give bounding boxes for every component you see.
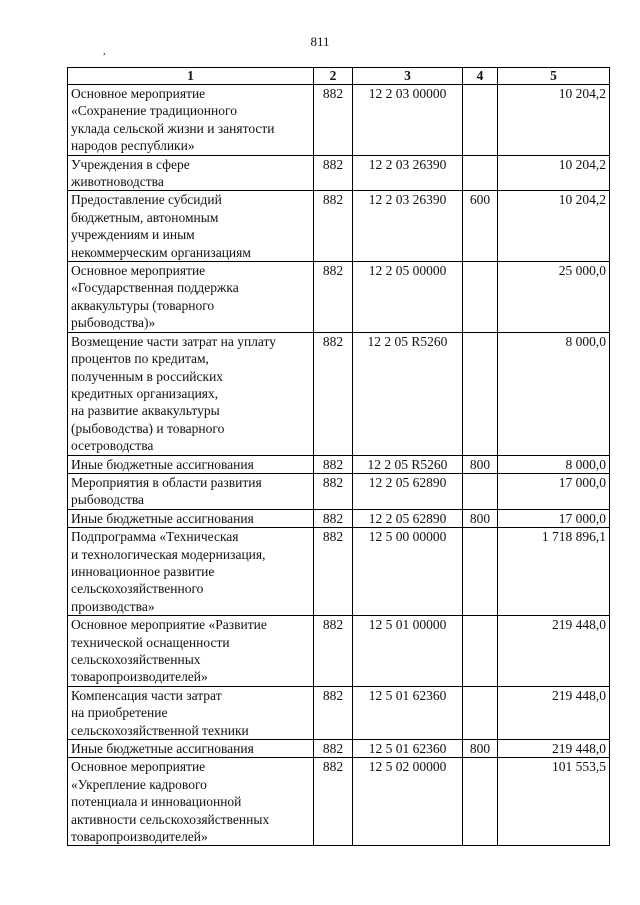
row-name-cell: Компенсация части затрат на приобретение сельскохозяйственной техники: [68, 686, 314, 739]
row-amount-cell: 8 000,0: [498, 455, 610, 473]
table-row: [68, 191, 610, 262]
table-row: [68, 528, 610, 616]
row-type-cell: 800: [463, 455, 498, 473]
header-col-1: 1: [68, 68, 314, 85]
row-grbs-cell: 882: [314, 262, 353, 333]
row-type-cell: [463, 262, 498, 333]
row-code-cell: 12 2 05 62890: [353, 473, 463, 509]
row-type-cell: [463, 686, 498, 739]
table-row: [68, 509, 610, 527]
row-grbs-cell: 882: [314, 528, 353, 616]
row-code-cell: 12 5 01 62360: [353, 686, 463, 739]
row-grbs-cell: 882: [314, 740, 353, 758]
header-col-4: 4: [463, 68, 498, 85]
row-type-cell: [463, 85, 498, 156]
table-row: [68, 155, 610, 191]
table-body: [68, 85, 610, 846]
row-amount-cell: 10 204,2: [498, 191, 610, 262]
table-header: [68, 68, 610, 85]
row-code-cell: 12 2 03 26390: [353, 191, 463, 262]
row-grbs-cell: 882: [314, 758, 353, 846]
row-amount-cell: 10 204,2: [498, 85, 610, 156]
row-grbs-cell: 882: [314, 509, 353, 527]
row-grbs-cell: 882: [314, 332, 353, 455]
table-row: [68, 262, 610, 333]
row-code-cell: 12 5 00 00000: [353, 528, 463, 616]
row-code-cell: 12 2 03 00000: [353, 85, 463, 156]
row-name-cell: Основное мероприятие «Укрепление кадрового потенциала и инновационной активности сельскохозяйственных товаропроизводителей»: [68, 758, 314, 846]
table-row: [68, 473, 610, 509]
row-code-cell: 12 2 03 26390: [353, 155, 463, 191]
row-type-cell: [463, 332, 498, 455]
table-row: [68, 758, 610, 846]
row-code-cell: 12 5 02 00000: [353, 758, 463, 846]
header-col-3: 3: [353, 68, 463, 85]
row-name-cell: Иные бюджетные ассигнования: [68, 455, 314, 473]
row-type-cell: [463, 616, 498, 687]
row-name-cell: Иные бюджетные ассигнования: [68, 740, 314, 758]
row-type-cell: 800: [463, 740, 498, 758]
header-col-5: 5: [498, 68, 610, 85]
row-amount-cell: 17 000,0: [498, 509, 610, 527]
row-code-cell: 12 2 05 R5260: [353, 455, 463, 473]
row-type-cell: [463, 155, 498, 191]
row-grbs-cell: 882: [314, 473, 353, 509]
row-grbs-cell: 882: [314, 191, 353, 262]
row-type-cell: [463, 758, 498, 846]
row-type-cell: [463, 528, 498, 616]
row-type-cell: 800: [463, 509, 498, 527]
row-amount-cell: 17 000,0: [498, 473, 610, 509]
page-number: 811: [310, 34, 330, 49]
row-amount-cell: 219 448,0: [498, 740, 610, 758]
row-name-cell: Мероприятия в области развития рыбоводства: [68, 473, 314, 509]
row-amount-cell: 219 448,0: [498, 616, 610, 687]
row-grbs-cell: 882: [314, 455, 353, 473]
row-code-cell: 12 5 01 00000: [353, 616, 463, 687]
budget-table: [67, 67, 610, 846]
row-name-cell: Возмещение части затрат на уплату процентов по кредитам, полученным в российских кредитных организациях, на развитие аквакультуры (рыбоводства) и товарного осетроводства: [68, 332, 314, 455]
row-code-cell: 12 2 05 R5260: [353, 332, 463, 455]
row-code-cell: 12 5 01 62360: [353, 740, 463, 758]
table-row: [68, 332, 610, 455]
row-amount-cell: 219 448,0: [498, 686, 610, 739]
row-amount-cell: 101 553,5: [498, 758, 610, 846]
table-row: [68, 740, 610, 758]
row-amount-cell: 25 000,0: [498, 262, 610, 333]
header-col-2: 2: [314, 68, 353, 85]
row-grbs-cell: 882: [314, 155, 353, 191]
page-mark: ,: [103, 46, 106, 57]
table-row: [68, 686, 610, 739]
row-type-cell: [463, 473, 498, 509]
header-row: [68, 68, 610, 85]
row-name-cell: Основное мероприятие «Сохранение традиционного уклада сельской жизни и занятости народов республики»: [68, 85, 314, 156]
row-grbs-cell: 882: [314, 686, 353, 739]
row-name-cell: Учреждения в сфере животноводства: [68, 155, 314, 191]
row-amount-cell: 10 204,2: [498, 155, 610, 191]
row-name-cell: Основное мероприятие «Развитие технической оснащенности сельскохозяйственных товаропроизводителей»: [68, 616, 314, 687]
row-grbs-cell: 882: [314, 85, 353, 156]
row-name-cell: Основное мероприятие «Государственная поддержка аквакультуры (товарного рыбоводства)»: [68, 262, 314, 333]
row-code-cell: 12 2 05 00000: [353, 262, 463, 333]
row-amount-cell: 8 000,0: [498, 332, 610, 455]
row-name-cell: Иные бюджетные ассигнования: [68, 509, 314, 527]
table-row: [68, 616, 610, 687]
row-type-cell: 600: [463, 191, 498, 262]
row-amount-cell: 1 718 896,1: [498, 528, 610, 616]
row-name-cell: Предоставление субсидий бюджетным, автономным учреждениям и иным некоммерческим организациям: [68, 191, 314, 262]
row-grbs-cell: 882: [314, 616, 353, 687]
table-row: [68, 85, 610, 156]
table-row: [68, 455, 610, 473]
row-name-cell: Подпрограмма «Техническая и технологическая модернизация, инновационное развитие сельскохозяйственного производства»: [68, 528, 314, 616]
row-code-cell: 12 2 05 62890: [353, 509, 463, 527]
